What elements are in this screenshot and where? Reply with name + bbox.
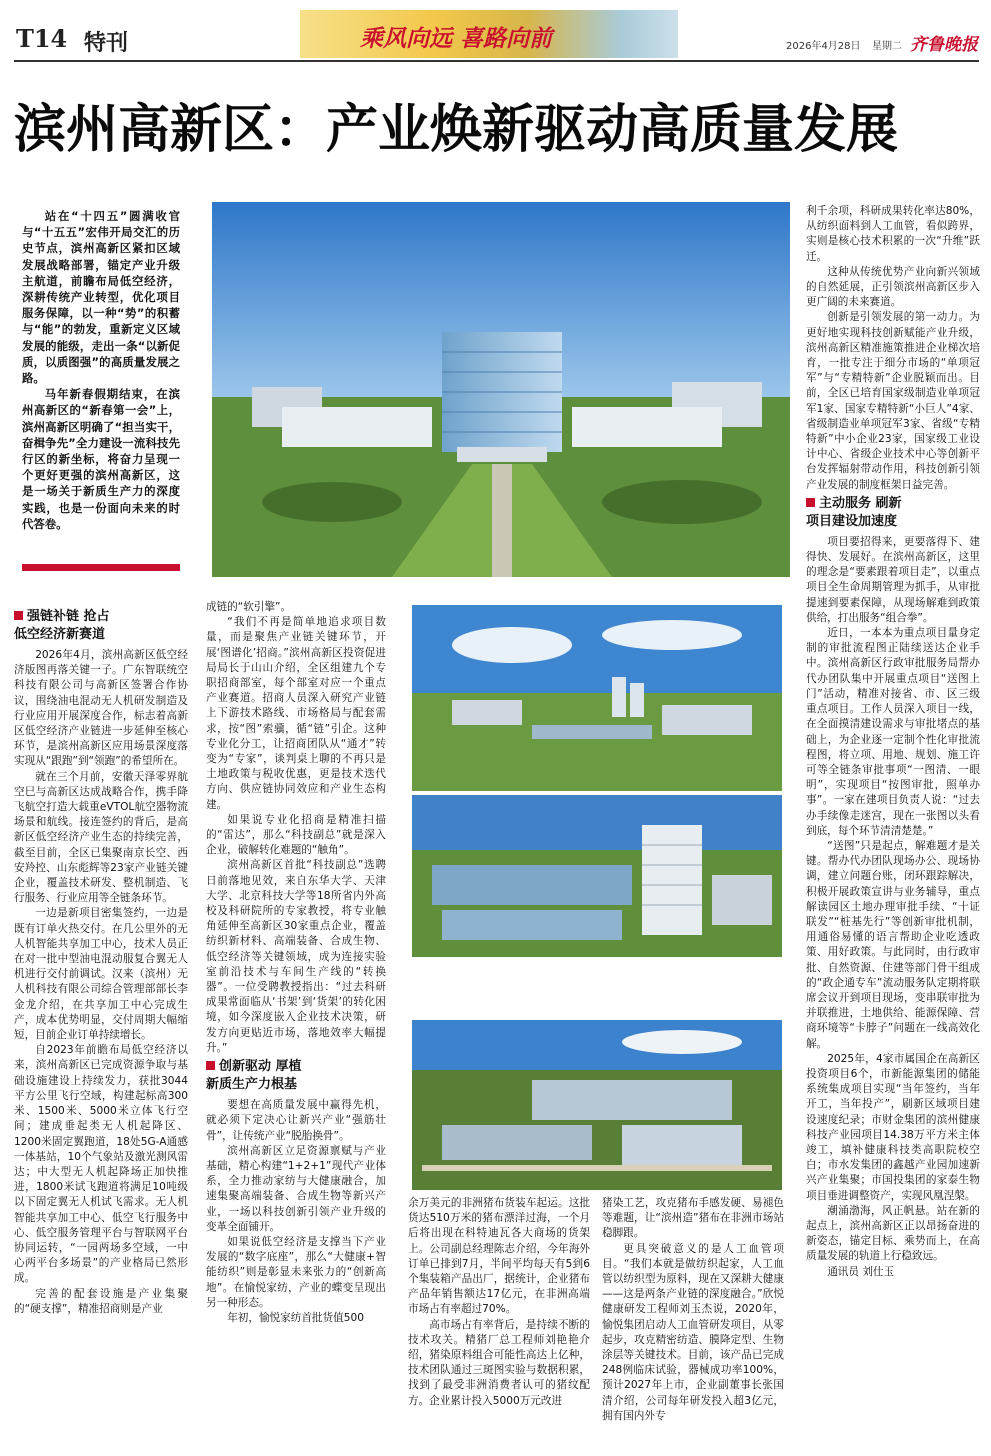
paragraph: 年初，愉悦家纺首批货值500 [227,1311,364,1324]
paragraph: 潮涌渤海，风正帆悬。站在新的起点上，滨州高新区正以昂扬奋进的新姿态，锚定目标、乘势而上，在高质量发展的轨道上行稳致远。 [806,1204,980,1263]
subheading: 强链补链 抢占 低空经济新赛道 [14,609,110,642]
paragraph: 近日，一本本为重点项目量身定制的审批流程图正陆续送达企业手中。滨州高新区行政审批服务局帮办代办团队集中开展重点项目“送图上门”活动，精准对接省、市、区三级重点项目。工作人员深入项目一线，在全面摸清建设需求与审批堵点的基础上，为企业逐一定制个性化审批流程图，将立项、用地、规划、施工许可等全链条审批事项“一图清、一眼明”，实现项目“按图审批，照单办事”。一家在建项目负责人说：“过去办手续像走迷宫，现在一张图以头看到底，每个环节清清楚楚。” [806,627,980,837]
hero-photo-government-center [212,202,790,577]
photo-warehouse-complex [412,1020,782,1190]
lede-block [22,208,180,558]
paragraph: 成链的“软引擎”。 [206,601,292,613]
paragraph: 如果说低空经济是支撑当下产业发展的“数字底座”，那么“大健康+智能纺织”则是彰显未来张力的“创新高地”。在愉悦家纺，产业的蝶变呈现出另一种形态。 [206,1235,386,1309]
paragraph: 更具突破意义的是人工血管项目。“我们本就是做纺织起家，人工血管以纺织型为原料，现在又深耕大健康——这是两条产业链的深度融合。”欣悦健康研发工程师刘玉杰说，2020年，愉悦集团启动人工血管研发项目，从零起步，攻克精密纺造、膜降定型、生物涂层等关键技术。目前，该产品已完成248例临床试验，器械成功率100%，预计2027年上市，企业副董事长张国清介绍，公司每年研发投入超3亿元，拥有国内外专 [602,1242,784,1422]
paragraph: 滨州高新区立足资源禀赋与产业基础，精心构建“1+2+1”现代产业体系，全力推动家纺与大健康融合，加速集聚高端装备、合成生物等新兴产业，一场以科技创新引领产业升级的变革全面铺开。 [206,1144,386,1233]
paragraph: “我们不再是简单地追求项目数量，而是聚焦产业链关键环节，开展‘图谱化’招商。”滨州高新区投资促进局局长于山山介绍，全区组建九个专职招商部室，每个部室对应一个重点产业赛道。招商人员深入研究产业链上下游技术路线、市场格局与配套需求，按“图”索骥，循“链”引企。这种专业化分工，让招商团队从“通才”转变为“专家”，谈判桌上聊的不再只是土地政策与税收优惠，更是技术迭代方向、供应链协同效应和产业生态构建。 [206,616,386,811]
paragraph: 完善的配套设施是产业集聚的“硬支撑”，精准招商则是产业 [14,1287,188,1315]
header-banner [300,10,678,58]
newspaper-logo: 齐鲁晚报 [910,35,978,55]
paragraph: 猪染工艺，攻克猪布手感发硬、易褪色等难题，让“滨州造”猪布在非洲市场站稳脚跟。 [602,1197,784,1240]
photo-factory-buildings [412,795,782,957]
paragraph: 滨州高新区首批“科技副总”选聘日前落地见效，来自东华大学、天津大学、北京科技大学等18所省内外高校及科研院所的专家教授，将专业触角延伸至高新区30家重点企业，覆盖纺织新材料、高端装备、合成生物、低空经济等关键领域，成为连接实验室前沿技术与车间生产线的“转换器”。一位受聘教授指出：“过去科研成果常面临从‘书架’到‘货架’的转化困境，如今深度嵌入企业技术决策，研发方向更贴近市场，落地效率大幅提升。” [206,859,386,1054]
paragraph: 这种从传统优势产业向新兴领域的自然延展，正引领滨州高新区步入更广阔的未来赛道。 [806,265,980,309]
headline: 滨州高新区：产业焕新驱动高质量发展 [14,99,899,160]
lede-paragraph: 站在“十四五”圆满收官与“十五五”宏伟开局交汇的历史节点，滨州高新区紧扣区域发展战略部署，锚定产业升级主航道，前瞻布局低空经济，深耕传统产业转型，优化项目服务保障，以一种“势”的积蓄与“能”的勃发，重新定义区域发展的能级，走出一条“以新促质，以质图强”的高质量发展之路。 [22,209,180,386]
banner-text: 乘风向远 喜路向前 [360,26,553,52]
issue-date: 2026年4月28日 [786,41,861,52]
subheading: 主动服务 刷新 项目建设加速度 [806,495,902,529]
paragraph: 创新是引领发展的第一动力。为更好地实现科技创新赋能产业升级，滨州高新区精准施策推进企业梯次培育，一批专注于细分市场的“单项冠军”与“专精特新”企业脱颖而出。目前，全区已培育国家级制造业单项冠军1家、国家专精特新“小巨人”4家、省级制造业单项冠军3家、省级“专精特新”中小企业23家，国家级工业设计中心、省级企业技术中心等创新平台发挥辐射带动作用，科技创新引领产业发展的制度框架日益完善。 [806,311,980,491]
page-code: T14 [16,24,68,53]
paragraph: 要想在高质量发展中赢得先机，就必须下定决心让新兴产业“强筋壮骨”，让传统产业“脱胎换骨”。 [206,1099,386,1142]
photo-industrial-park-panorama [412,605,782,791]
red-square-marker [806,498,815,507]
paragraph: 就在三个月前，安徽天泽零界航空巳与高新区达成战略合作，携手降飞航空打造大载重eVTOL航空器物流场景和航线。接连签约的背后，是高新区低空经济产业生态的持续完善，截至目前，全区已集聚南京长空、西安羚控、山东彪辉等23家产业链关键企业，覆盖技术研发、整机制造、飞行服务、行业应用等全链条环节。 [14,770,188,905]
article-column-5 [806,204,980,1451]
article-column-2 [206,600,386,1451]
issue-weekday: 星期二 [872,41,902,52]
page-header [0,0,991,62]
paragraph: 自2023年前瞻布局低空经济以来，滨州高新区已完成资源争取与基础设施建设上持续发力，获批3044平方公里飞行空域，构建起标高300米、1500米、5000米立体飞行空间；建成垂起类无人机起降区、1200米固定翼跑道，18处5G-A通感一体基站，10个气象站及激光测风雷达；中大型无人机起降场正加快推进，1800米试飞跑道将满足10吨级以下固定翼无人机试飞需求。无人机智能共享加工中心、低空飞行服务中心、低空服务管理平台与智联网平台协同运转，“一园两场多空域，一中心两平台多场景”的产业格局已然形成。 [14,1044,188,1285]
section-name: 特刊 [84,30,129,56]
paragraph: “送图”只是起点，解难题才是关键。帮办代办团队现场办公、现场协调，建立问题台账，闭环跟踪解决，积极开展政策宣讲与业务辅导，重点解读园区土地办理审批手续、“十证联发”“桩基先行”等创新审批机制，用通俗易懂的语言帮助企业吃透政策、用好政策。与此同时，由行政审批、自然资源、住建等部门骨干组成的“政企通专车”流动服务队定期将联席会议开到项目现场，变串联审批为并联推进，土地供给、能源保障、营商环境等“卡脖子”问题在一线高效化解。 [806,839,980,1050]
lede-red-bar [22,564,180,571]
red-square-marker [14,611,23,620]
lede-paragraph: 马年新春假期结束，在滨州高新区的“新春第一会”上，滨州高新区明确了“担当实干，奋楫争先”全力建设一流科技先行区的新坐标，将奋力呈现一个更好更强的滨州高新区，这是一场关于新质生产力的深度实践，也是一份面向未来的时代答卷。 [22,387,180,531]
paragraph: 高市场占有率背后，是持续不断的技术攻关。精猪厂总工程师刘艳艳介绍，猪染原料组合可能性高达上亿种，技术团队通过三斑图实验与数据积累，找到了最受非洲消费者认可的猪纹配方。企业累计投入5000万元改进 [408,1318,590,1407]
byline: 通讯员 刘仕玉 [827,1265,895,1278]
subheading: 创新驱动 厚植 新质生产力根基 [206,1059,302,1093]
article-column-3 [408,1196,590,1451]
paragraph: 2025年，4家市属国企在高新区投资项目6个，市新能源集团的储能系统集成项目实现“当年签约，当年开工，当年投产”，刷新区域项目建设速度纪录；市财金集团的滨州健康科技产业园项目14.38万平方米主体竣工，填补健康科技类高职院校空白；市水发集团的鑫越产业园加速新兴产业集聚；市国投集团的家泰生物项目垂进调整资产，实现风凰涅槃。 [806,1052,980,1202]
header-rule [14,60,979,62]
paragraph: 项目要招得来，更要落得下、建得快、发展好。在滨州高新区，这里的理念是“要素跟着项目走”，以重点项目全生命周期管理为抓手，从审批提速到要素保障，从现场解难到政策供给，打出服务“组合拳”。 [806,535,980,624]
paragraph: 2026年4月，滨州高新区低空经济版图再落关键一子。广东智联统空科技有限公司与高新区签署合作协议，围绕油电混动无人机研发制造及行业应用开展深度合作，标志着高新区低空经济产业链进一步延伸至核心环节，是滨州高新区应用场景深度落实现从“跟跑”到“领跑”的希望所在。 [14,649,188,768]
paragraph: 一边是新项目密集签约，一边是既有订单火热交付。在几公里外的无人机智能共享加工中心，技术人员正在对一批中型油电混动服复合翼无人机进行交付前调试。汉来（滨州）无人机科技有限公司综合管理部部长李金龙介绍，在共享加工中心完成生产，成本优势明显，交付周期大幅缩短，目前企业订单持续增长。 [14,907,188,1042]
article-column-1 [14,606,188,1451]
paragraph: 利千余项，科研成果转化率达80%，从纺织面料到人工血管，看似跨界，实则是核心技术积累的一次“升维”跃迁。 [806,205,980,263]
paragraph: 余万美元的非洲猪布货装车起运。这批货达510万米的猪布漂洋过海，一个月后将出现在科特迪瓦各大商场的货架上。公司副总经理陈志介绍，今年海外订单已排到7月，半间平均每天有5到6个集装箱产品出厂，据统计，企业猪布产品年销售额达17亿元，在非洲高端市场占有率超过70%。 [408,1197,590,1316]
red-square-marker [206,1061,215,1070]
article-column-4 [602,1196,784,1451]
paragraph: 如果说专业化招商是精准扫描的“雷达”，那么“科技副总”就是深入企业，破解转化难题的“触角”。 [206,813,386,857]
